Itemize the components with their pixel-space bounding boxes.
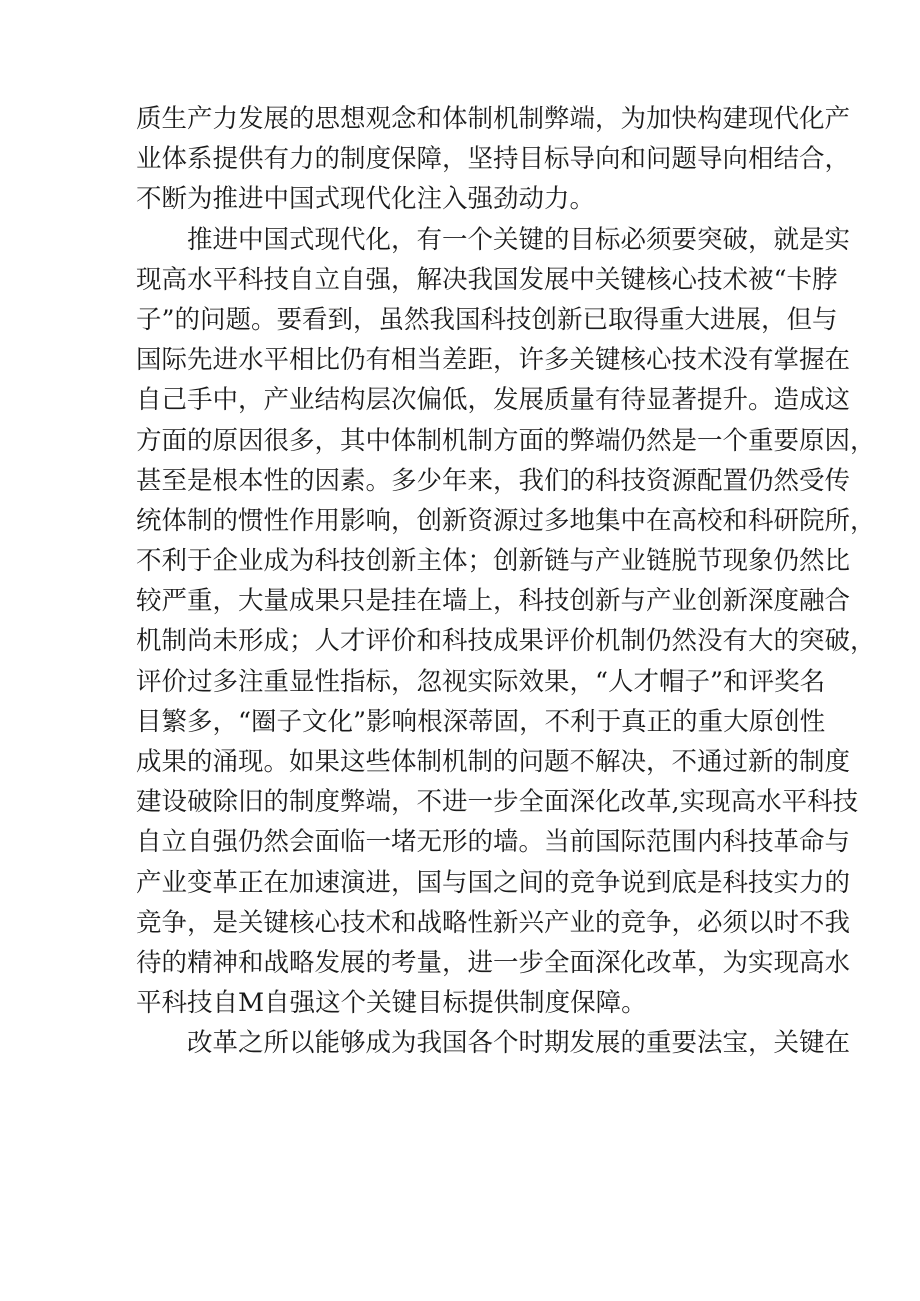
text-line: 业体系提供有力的制度保障，坚持目标导向和问题导向相结合， xyxy=(136,144,851,175)
text-line: 机制尚未形成；人才评价和科技成果评价机制仍然没有大的突破， xyxy=(136,626,876,657)
text-line: 自己手中，产业结构层次偏低，发展质量有待显著提升。造成这 xyxy=(136,385,851,416)
text-line: 改革之所以能够成为我国各个时期发展的重要法宝，关键在 xyxy=(187,1028,851,1059)
text-line: 甚至是根本性的因素。多少年来，我们的科技资源配置仍然受传 xyxy=(136,465,851,496)
text-line: 不断为推进中国式现代化注入强劲动力。 xyxy=(136,184,596,215)
text-line: 评价过多注重显性指标，忽视实际效果，“人才帽子”和评奖名 xyxy=(136,666,826,697)
text-line: 建设破除旧的制度弊端，不进一步全面深化改革,实现高水平科技 xyxy=(136,787,859,818)
text-line: 目繁多，“圈子文化”影响根深蒂固，不利于真正的重大原创性 xyxy=(136,706,826,737)
text-line: 不利于企业成为科技创新主体；创新链与产业链脱节现象仍然比 xyxy=(136,546,851,577)
text-line: 竞争，是关键核心技术和战略性新兴产业的竞争，必须以时不我 xyxy=(136,907,851,938)
text-line: 现高水平科技自立自强，解决我国发展中关键核心技术被“卡脖 xyxy=(136,264,838,295)
text-line: 质生产力发展的思想观念和体制机制弊端，为加快构建现代化产 xyxy=(136,104,851,134)
text-line: 较严重，大量成果只是挂在墙上，科技创新与产业创新深度融合 xyxy=(136,586,851,617)
text-line: 待的精神和战略发展的考量，进一步全面深化改革，为实现高水 xyxy=(136,947,851,978)
text-line: 自立自强仍然会面临一堵无形的墙。当前国际范围内科技革命与 xyxy=(136,827,851,858)
text-line: 推进中国式现代化，有一个关键的目标必须要突破，就是实 xyxy=(187,224,851,255)
text-line: 平科技自M自强这个关键目标提供制度保障。 xyxy=(136,988,647,1019)
document-body xyxy=(136,99,876,1064)
text-line: 方面的原因很多，其中体制机制方面的弊端仍然是一个重要原因， xyxy=(136,425,876,456)
text-line: 产业变革正在加速演进，国与国之间的竞争说到底是科技实力的 xyxy=(136,867,851,898)
text-line: 国际先进水平相比仍有相当差距，许多关键核心技术没有掌握在 xyxy=(136,345,851,376)
text-line: 成果的涌现。如果这些体制机制的问题不解决，不通过新的制度 xyxy=(136,747,851,777)
text-line: 统体制的惯性作用影响，创新资源过多地集中在高校和科研院所， xyxy=(136,505,876,536)
text-line: 子”的问题。要看到，虽然我国科技创新已取得重大进展，但与 xyxy=(136,304,838,335)
